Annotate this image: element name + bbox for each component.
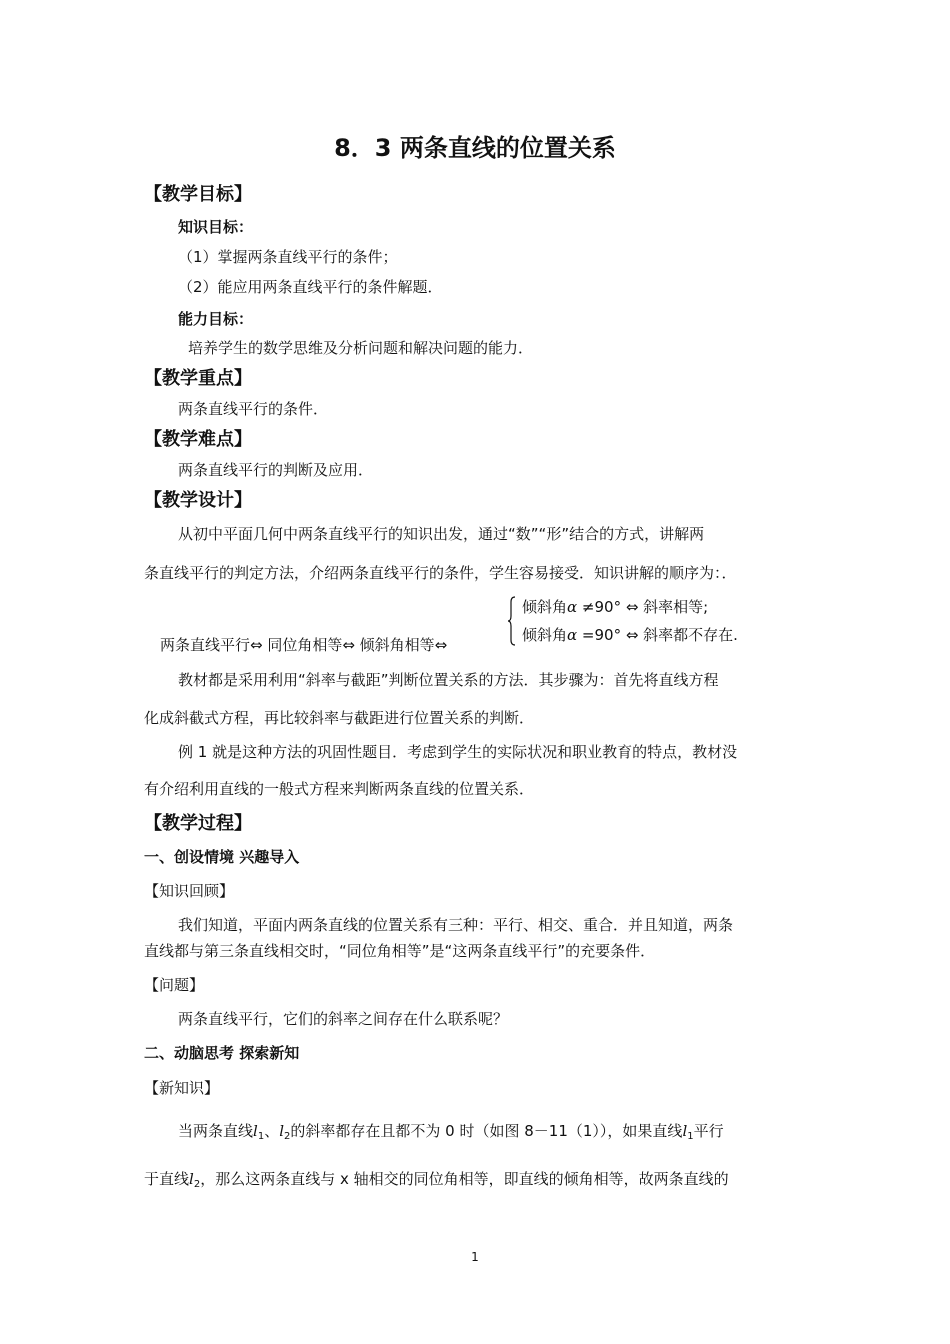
process-heading: 【教学过程】 <box>144 813 252 834</box>
design-paragraph-line: 有介绍利用直线的一般式方程来判断两条直线的位置关系． <box>144 780 535 798</box>
page-title: 8．3 两条直线的位置关系 <box>334 134 616 162</box>
section-heading: 二、动脑思考 探索新知 <box>144 1044 300 1062</box>
knowledge-goal-item: （1）掌握两条直线平行的条件； <box>178 248 398 266</box>
review-paragraph-line: 直线都与第三条直线相交时，“同位角相等”是“这两条直线平行”的充要条件． <box>144 942 656 960</box>
case-slope-equal: 倾斜角α ≠90° ⇔ 斜率相等; <box>522 598 709 616</box>
difficulty-heading: 【教学难点】 <box>144 429 252 450</box>
ability-goal-item: 培养学生的数学思维及分析问题和解决问题的能力． <box>188 339 534 357</box>
ability-goal-label: 能力目标： <box>178 310 254 328</box>
left-brace-icon <box>508 596 516 646</box>
new-knowledge-line: 当两条直线$l_1$、$l_2$的斜率都存在且都不为 0 时（如图 8－11（1）），如果直线$l_1$平行 <box>178 1122 724 1142</box>
review-label: 【知识回顾】 <box>144 882 235 900</box>
design-paragraph-line: 条直线平行的判定方法，介绍两条直线平行的条件，学生容易接受．知识讲解的顺序为：． <box>144 564 737 582</box>
case-slope-undefined: 倾斜角α =90° ⇔ 斜率都不存在. <box>522 626 738 644</box>
difficulty-text: 两条直线平行的判断及应用． <box>178 461 374 479</box>
section-heading: 一、创设情境 兴趣导入 <box>144 848 300 866</box>
design-heading: 【教学设计】 <box>144 490 252 511</box>
knowledge-goal-item: （2）能应用两条直线平行的条件解题． <box>178 278 443 296</box>
goals-heading: 【教学目标】 <box>144 184 252 205</box>
new-knowledge-line: 于直线$l_2$，那么这两条直线与 x 轴相交的同位角相等，即直线的倾角相等，故两条直线的 <box>144 1170 729 1190</box>
focus-heading: 【教学重点】 <box>144 368 252 389</box>
question-label: 【问题】 <box>144 976 205 994</box>
design-paragraph-line: 教材都是采用利用“斜率与截距”判断位置关系的方法．其步骤为：首先将直线方程 <box>178 671 719 689</box>
design-paragraph-line: 化成斜截式方程，再比较斜率与截距进行位置关系的判断． <box>144 709 535 727</box>
equivalence-chain: 两条直线平行⇔ 同位角相等⇔ 倾斜角相等⇔ <box>160 636 448 654</box>
new-knowledge-label: 【新知识】 <box>144 1079 220 1097</box>
knowledge-goal-label: 知识目标： <box>178 218 254 236</box>
page-number: 1 <box>471 1250 479 1264</box>
question-text: 两条直线平行，它们的斜率之间存在什么联系呢？ <box>178 1010 509 1028</box>
design-paragraph-line: 从初中平面几何中两条直线平行的知识出发，通过“数”“形”结合的方式，讲解两 <box>178 525 705 543</box>
design-paragraph-line: 例 1 就是这种方法的巩固性题目．考虑到学生的实际状况和职业教育的特点，教材没 <box>178 743 738 761</box>
focus-text: 两条直线平行的条件． <box>178 400 329 418</box>
review-paragraph-line: 我们知道，平面内两条直线的位置关系有三种：平行、相交、重合．并且知道，两条 <box>178 916 734 934</box>
